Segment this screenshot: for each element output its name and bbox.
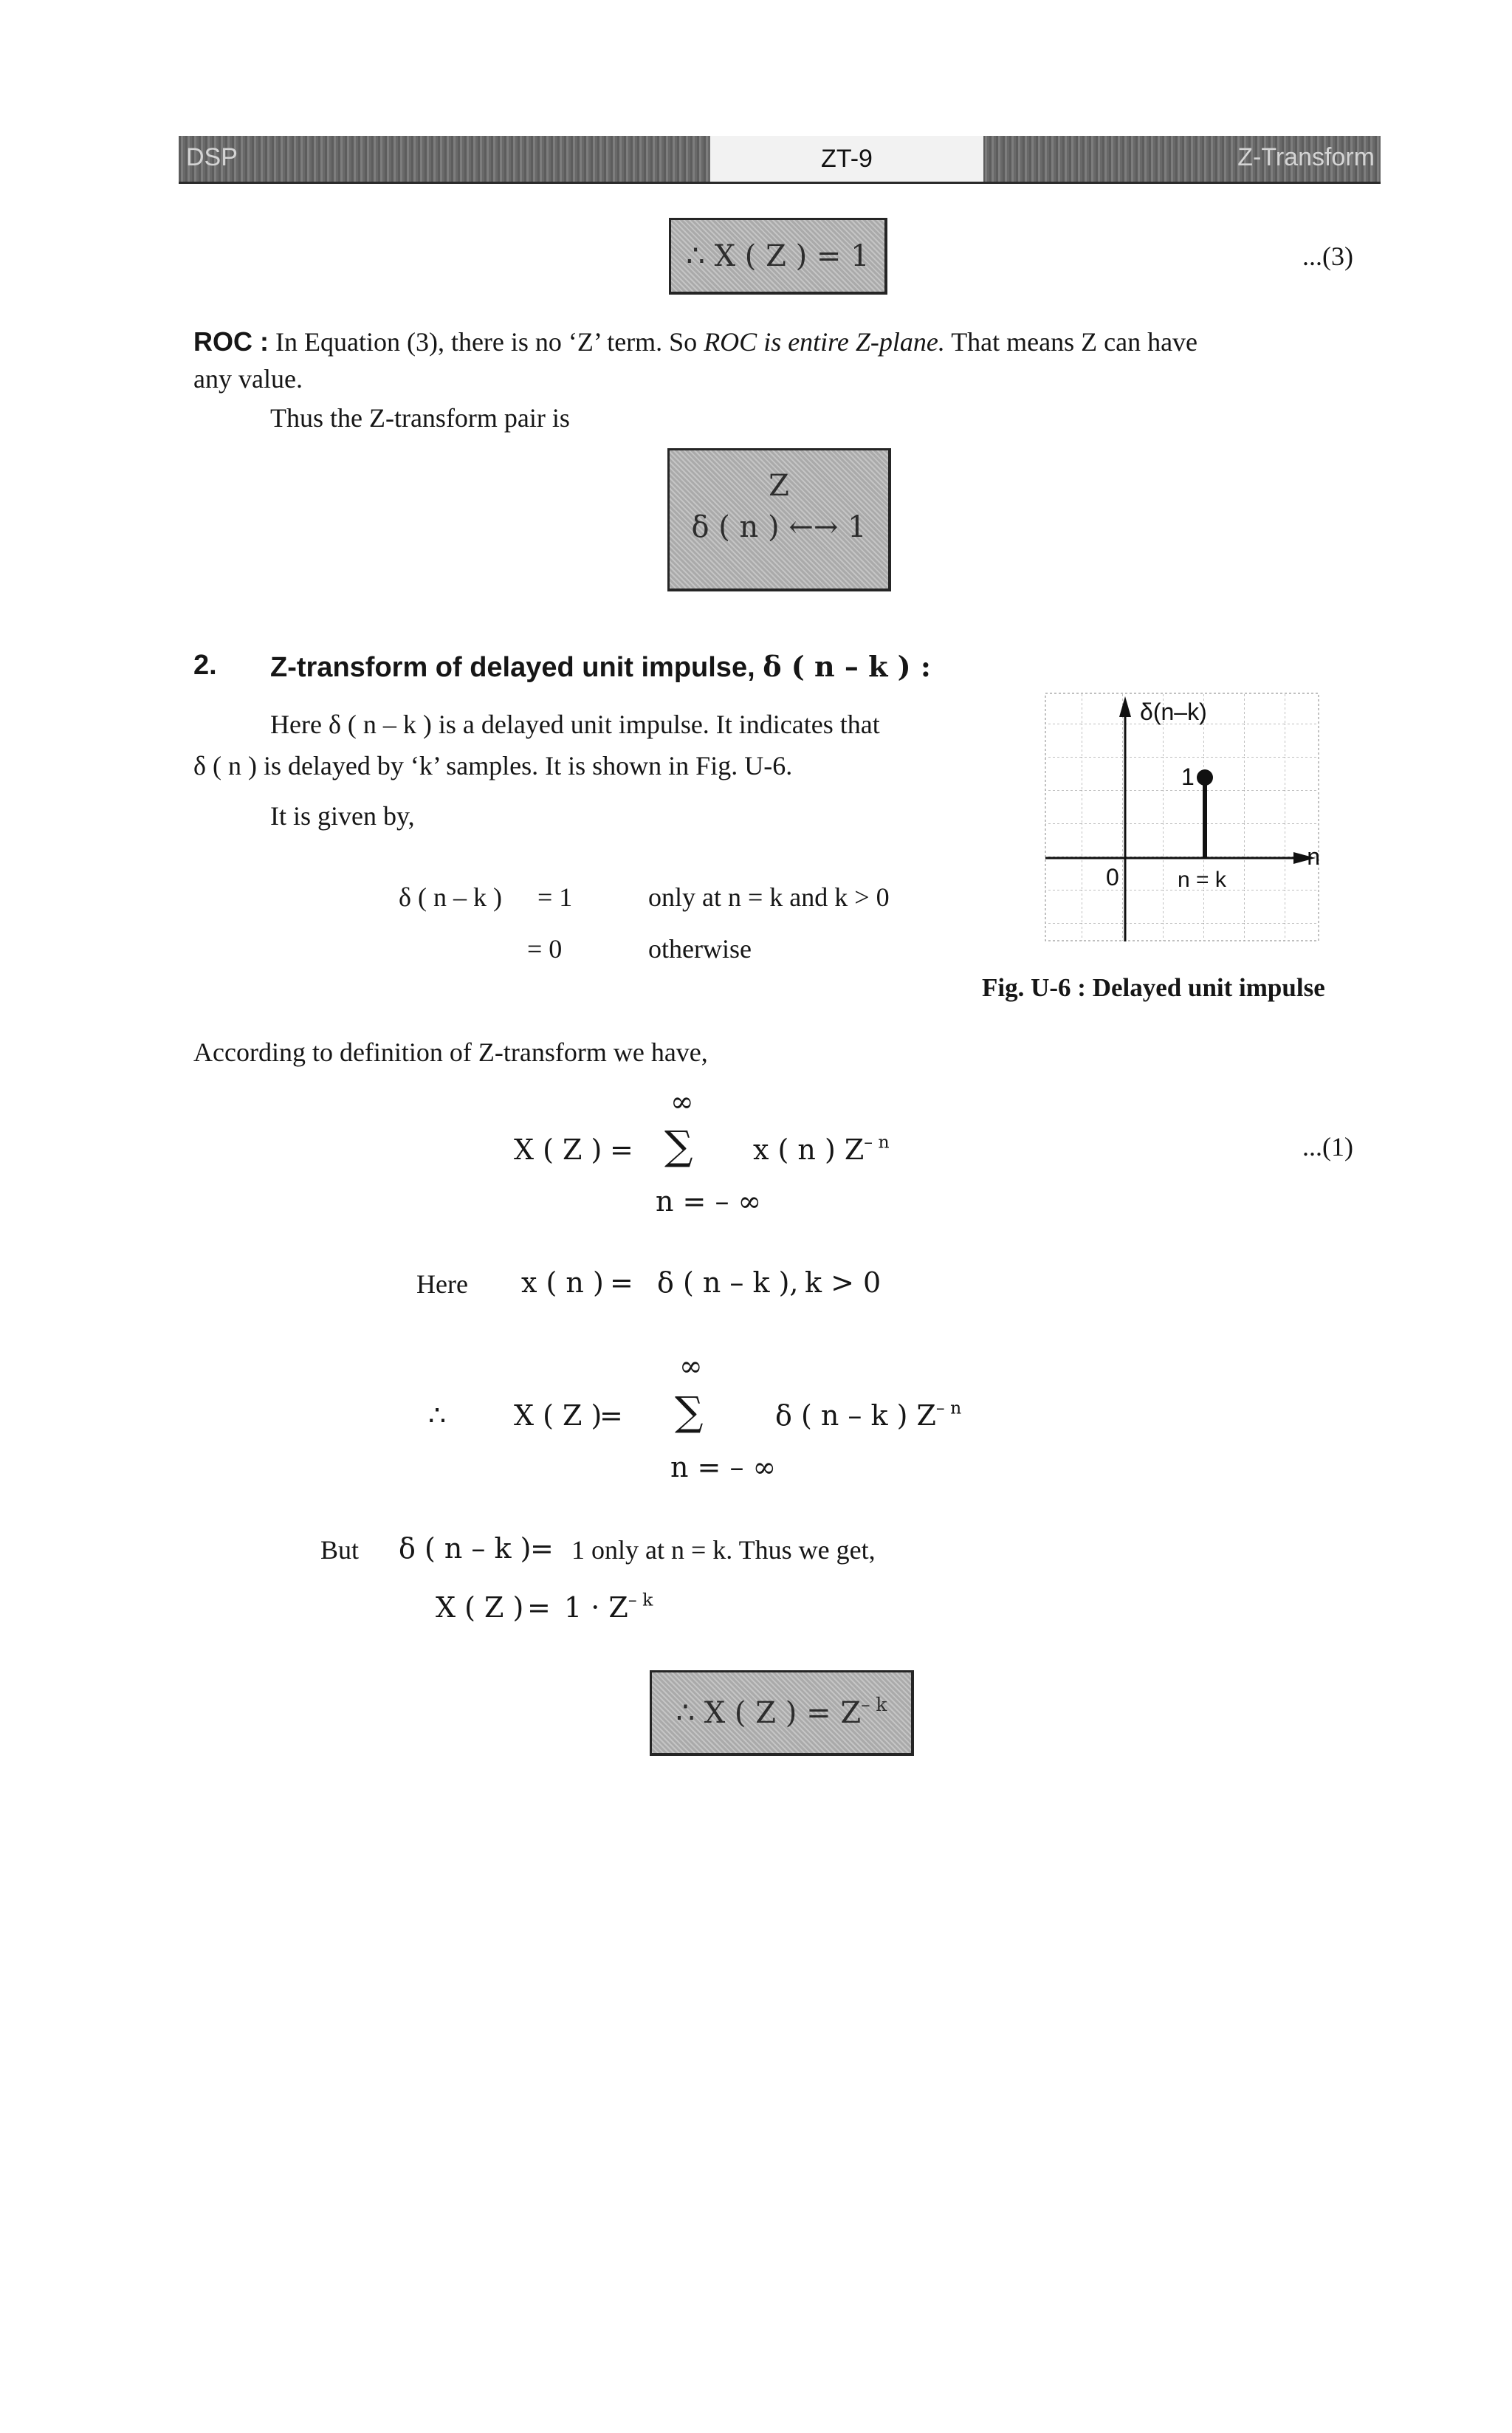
roc-text-a: In Equation (3), there is no ‘Z’ term. So <box>275 327 698 357</box>
header-right: Z-Transform <box>1237 143 1375 171</box>
eq2-upper-limit: ∞ <box>679 1350 703 1382</box>
section-2-title: Z-transform of delayed unit impulse, <box>270 652 755 683</box>
figure-caption: Fig. U-6 : Delayed unit impulse <box>982 973 1325 1002</box>
eq1-upper-limit: ∞ <box>670 1085 694 1118</box>
given-by: It is given by, <box>270 801 415 831</box>
result-rhs-base: 1 · Z <box>564 1591 628 1624</box>
transform-pair-box <box>667 448 891 591</box>
pair-relation: δ ( n ) ←→ 1 <box>691 510 867 544</box>
result-rhs-exponent: – k <box>628 1589 653 1610</box>
para-line-2: δ ( n ) is delayed by ‘k’ samples. It is shown in Fig. U-6. <box>193 751 793 780</box>
result-box-final <box>650 1670 914 1756</box>
roc-emphasis: ROC is entire Z-plane. <box>704 327 945 357</box>
here-rhs: δ ( n – k ), <box>657 1266 799 1299</box>
def-row2-cond: otherwise <box>648 934 752 964</box>
section-2-heading <box>270 650 931 684</box>
final-result-base: ∴ X ( Z ) = Z <box>676 1696 862 1730</box>
but-rest: 1 only at n = k. Thus we get, <box>571 1535 876 1565</box>
impulse-value-label: 1 <box>1181 763 1195 790</box>
delayed-impulse-figure <box>1041 690 1322 945</box>
result-lhs: X ( Z ) <box>436 1591 524 1624</box>
eq2-equals: = <box>599 1399 623 1432</box>
x-axis-label: n <box>1307 843 1320 870</box>
impulse-plot <box>1041 690 1322 945</box>
def-row1-cond: only at n = k and k > 0 <box>648 882 890 912</box>
y-axis-label: δ(n–k) <box>1140 699 1207 725</box>
eq1-term-base: x ( n ) Z <box>753 1133 865 1166</box>
according-line: According to definition of Z-transform we have, <box>193 1037 708 1067</box>
header-left: DSP <box>186 143 238 171</box>
here-equals: = <box>610 1266 633 1299</box>
here-condition: k > 0 <box>805 1266 882 1299</box>
tick-label-n-equals-k: n = k <box>1178 868 1226 892</box>
here-label: Here <box>416 1269 468 1299</box>
eq1-lower-limit: n = – ∞ <box>656 1185 762 1218</box>
pair-intro: Thus the Z-transform pair is <box>270 403 570 433</box>
but-label: But <box>320 1535 360 1565</box>
equation-number-1: ...(1) <box>1302 1132 1353 1161</box>
eq1-term-exponent: – n <box>864 1131 890 1153</box>
eq2-term-exponent: – n <box>935 1397 962 1418</box>
eq1-term <box>753 1133 890 1166</box>
eq2-term <box>775 1399 961 1432</box>
eq2-term-base: δ ( n – k ) Z <box>775 1399 936 1432</box>
eq2-sum-symbol: ∑ <box>675 1388 704 1435</box>
header-band <box>179 136 1381 184</box>
def-row1-lhs: δ ( n – k ) <box>399 882 502 912</box>
header-page-number: ZT-9 <box>710 136 983 182</box>
eq1-equals: = <box>610 1133 633 1166</box>
pair-z-label: Z <box>769 469 789 503</box>
eq1-lhs: X ( Z ) <box>514 1133 602 1166</box>
result-rhs <box>564 1591 653 1624</box>
def-row1-eq: = 1 <box>537 882 573 912</box>
section-2-number: 2. <box>193 650 217 681</box>
roc-text-b: That means Z can have <box>951 327 1198 357</box>
roc-line-2: any value. <box>193 364 303 394</box>
impulse-dot <box>1197 769 1213 786</box>
def-row2-eq: = 0 <box>527 934 563 964</box>
eq2-lower-limit: n = – ∞ <box>670 1451 777 1483</box>
but-equals: = <box>530 1532 554 1565</box>
result-equals: = <box>527 1591 551 1624</box>
grid <box>1045 693 1319 941</box>
result-box-1: ∴ X ( Z ) = 1 <box>669 218 887 295</box>
section-2-symbol: δ ( n – k ) : <box>763 650 931 683</box>
roc-label: ROC : <box>193 326 269 357</box>
para-line-1: Here δ ( n – k ) is a delayed unit impulse. It indicates that <box>270 710 880 739</box>
equation-number-3: ...(3) <box>1302 241 1353 271</box>
eq2-lhs: X ( Z ) <box>514 1399 602 1432</box>
roc-line-1 <box>193 325 1197 360</box>
final-result-exponent: – k <box>861 1693 887 1715</box>
here-lhs: x ( n ) <box>521 1266 604 1299</box>
origin-label: 0 <box>1106 864 1119 891</box>
eq1-sum-symbol: ∑ <box>664 1122 693 1169</box>
eq2-therefore: ∴ <box>428 1399 447 1432</box>
but-lhs: δ ( n – k ) <box>399 1532 532 1565</box>
